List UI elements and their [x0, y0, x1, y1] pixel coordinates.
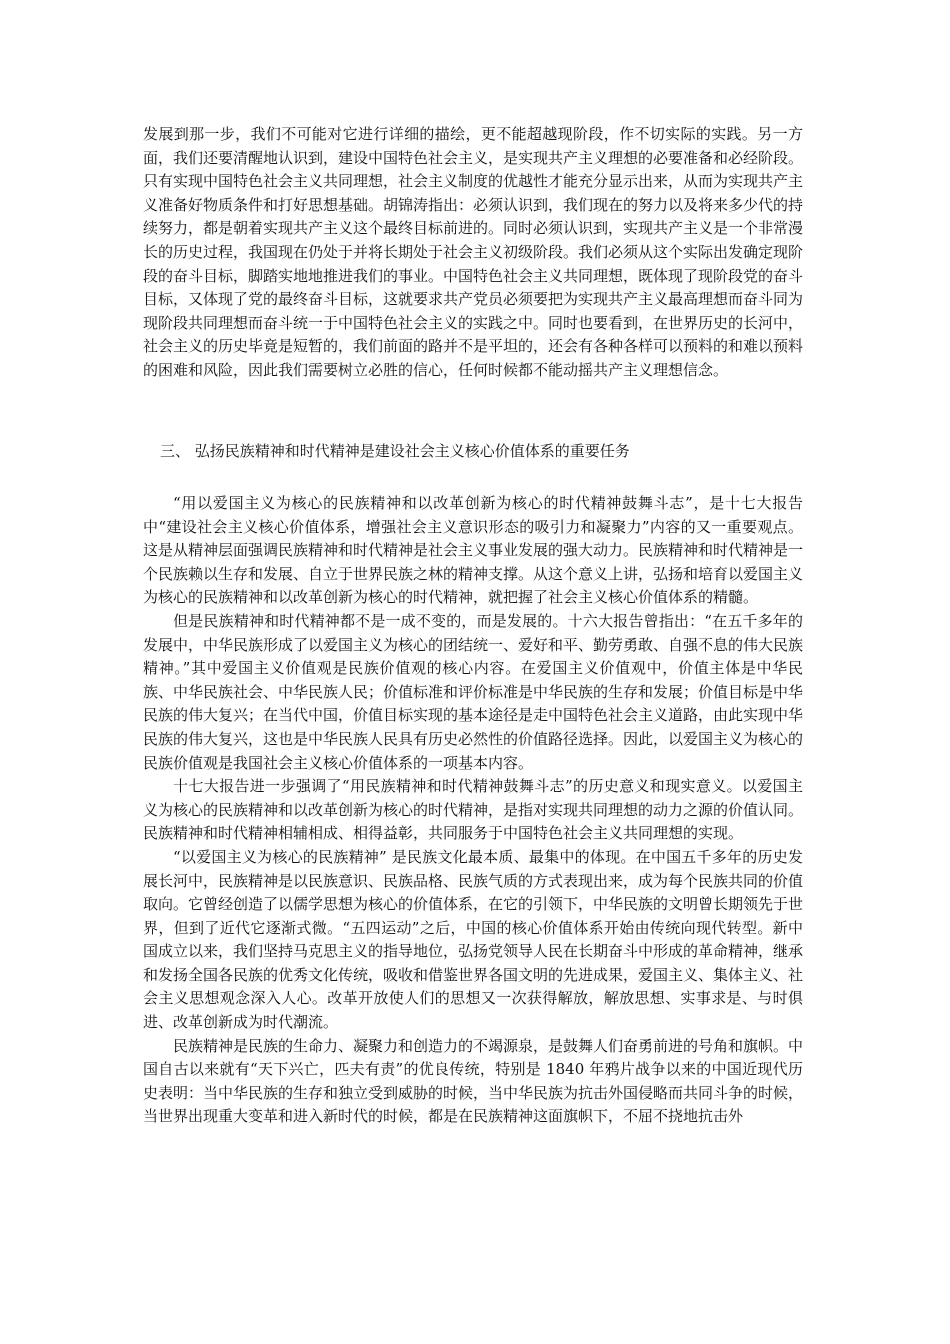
section-body [143, 492, 803, 1129]
body-paragraph: “以爱国主义为核心的民族精神” 是民族文化最本质、最集中的体现。在中国五千多年的历史发展长河中，民族精神是以民族意识、民族品格、民族气质的方式表现出来，成为每个民族共同的价值取向。它曾经创造了以儒学思想为核心的价值体系，在它的引领下，中华民族的文明曾长期领先于世界，但到了近代它逐渐式微。“五四运动”之后，中国的核心价值体系开始由传统向现代转型。新中国成立以来，我们坚持马克思主义的指导地位，弘扬党领导人民在长期奋斗中形成的革命精神，继承和发扬全国各民族的优秀文化传统，吸收和借鉴世界各国文明的先进成果，爱国主义、集体主义、社会主义思想观念深入人心。改革开放使人们的思想又一次获得解放，解放思想、实事求是、与时俱进、改革创新成为时代潮流。 [143, 847, 804, 1032]
body-paragraph: 民族精神是民族的生命力、凝聚力和创造力的不竭源泉，是鼓舞人们奋勇前进的号角和旗帜。中国自古以来就有“天下兴亡，匹夫有责”的优良传统，特别是 1840 年鸦片战争以来的中国近现代历史表明：当中华民族的生存和独立受到威胁的时候，当中华民族为抗击外国侵略而共同斗争的时候，当世界出现重大变革和进入新时代的时候，都是在民族精神这面旗帜下，不屈不挠地抗击外 [143, 1036, 804, 1126]
body-paragraph: “用以爱国主义为核心的民族精神和以改革创新为核心的时代精神鼓舞斗志”，是十七大报告中“建设社会主义核心价值体系，增强社会主义意识形态的吸引力和凝聚力”内容的又一重要观点。这是从精神层面强调民族精神和时代精神是社会主义事业发展的强大动力。民族精神和时代精神是一个民族赖以生存和发展、自立于世界民族之林的精神支撑。从这个意义上讲，弘扬和培育以爱国主义为核心的民族精神和以改革创新为核心的时代精神，就把握了社会主义核心价值体系的精髓。 [143, 494, 804, 607]
body-paragraph: 十七大报告进一步强调了“用民族精神和时代精神鼓舞斗志”的历史意义和现实意义。以爱国主义为核心的民族精神和以改革创新为核心的时代精神，是指对实现共同理想的动力之源的价值认同。民族精神和时代精神相辅相成、相得益彰，共同服务于中国特色社会主义共同理想的实现。 [143, 777, 804, 843]
section-heading: 三、 弘扬民族精神和时代精神是建设社会主义核心价值体系的重要任务 [160, 442, 630, 460]
body-paragraph: 但是民族精神和时代精神都不是一成不变的，而是发展的。十六大报告曾指出：“在五千多年的发展中，中华民族形成了以爱国主义为核心的团结统一、爱好和平、勤劳勇敢、自强不息的伟大民族精神。”其中爱国主义价值观是民族价值观的核心内容。在爱国主义价值观中，价值主体是中华民族、中华民族社会、中华民族人民；价值标准和评价标准是中华民族的生存和发展；价值目标是中华民族的伟大复兴；在当代中国，价值目标实现的基本途径是走中国特色社会主义道路，由此实现中华民族的伟大复兴，这也是中华民族人民具有历史必然性的价值路径选择。因此，以爱国主义为核心的民族价值观是我国社会主义核心价值体系的一项基本内容。 [143, 611, 804, 772]
intro-paragraph: 发展到那一步，我们不可能对它进行详细的描绘，更不能超越现阶段，作不切实际的实践。另一方面，我们还要清醒地认识到，建设中国特色社会主义，是实现共产主义理想的必要准备和必经阶段。只有实现中国特色社会主义共同理想，社会主义制度的优越性才能充分显示出来，从而为实现共产主义准备好物质条件和打好思想基础。胡锦涛指出：必须认识到，我们现在的努力以及将来多少代的持续努力，都是朝着实现共产主义这个最终目标前进的。同时必须认识到，实现共产主义是一个非常漫长的历史过程，我国现在仍处于并将长期处于社会主义初级阶段。我们必须从这个实际出发确定现阶段的奋斗目标，脚踏实地地推进我们的事业。中国特色社会主义共同理想，既体现了现阶段党的奋斗目标，又体现了党的最终奋斗目标，这就要求共产党员必须要把为实现共产主义最高理想而奋斗同为现阶段共同理想而奋斗统一于中国特色社会主义的实践之中。同时也要看到，在世界历史的长河中，社会主义的历史毕竟是短暂的，我们前面的路并不是平坦的，还会有各种各样可以预料的和难以预料的困难和风险，因此我们需要树立必胜的信心，任何时候都不能动摇共产主义理想信念。 [143, 125, 804, 379]
